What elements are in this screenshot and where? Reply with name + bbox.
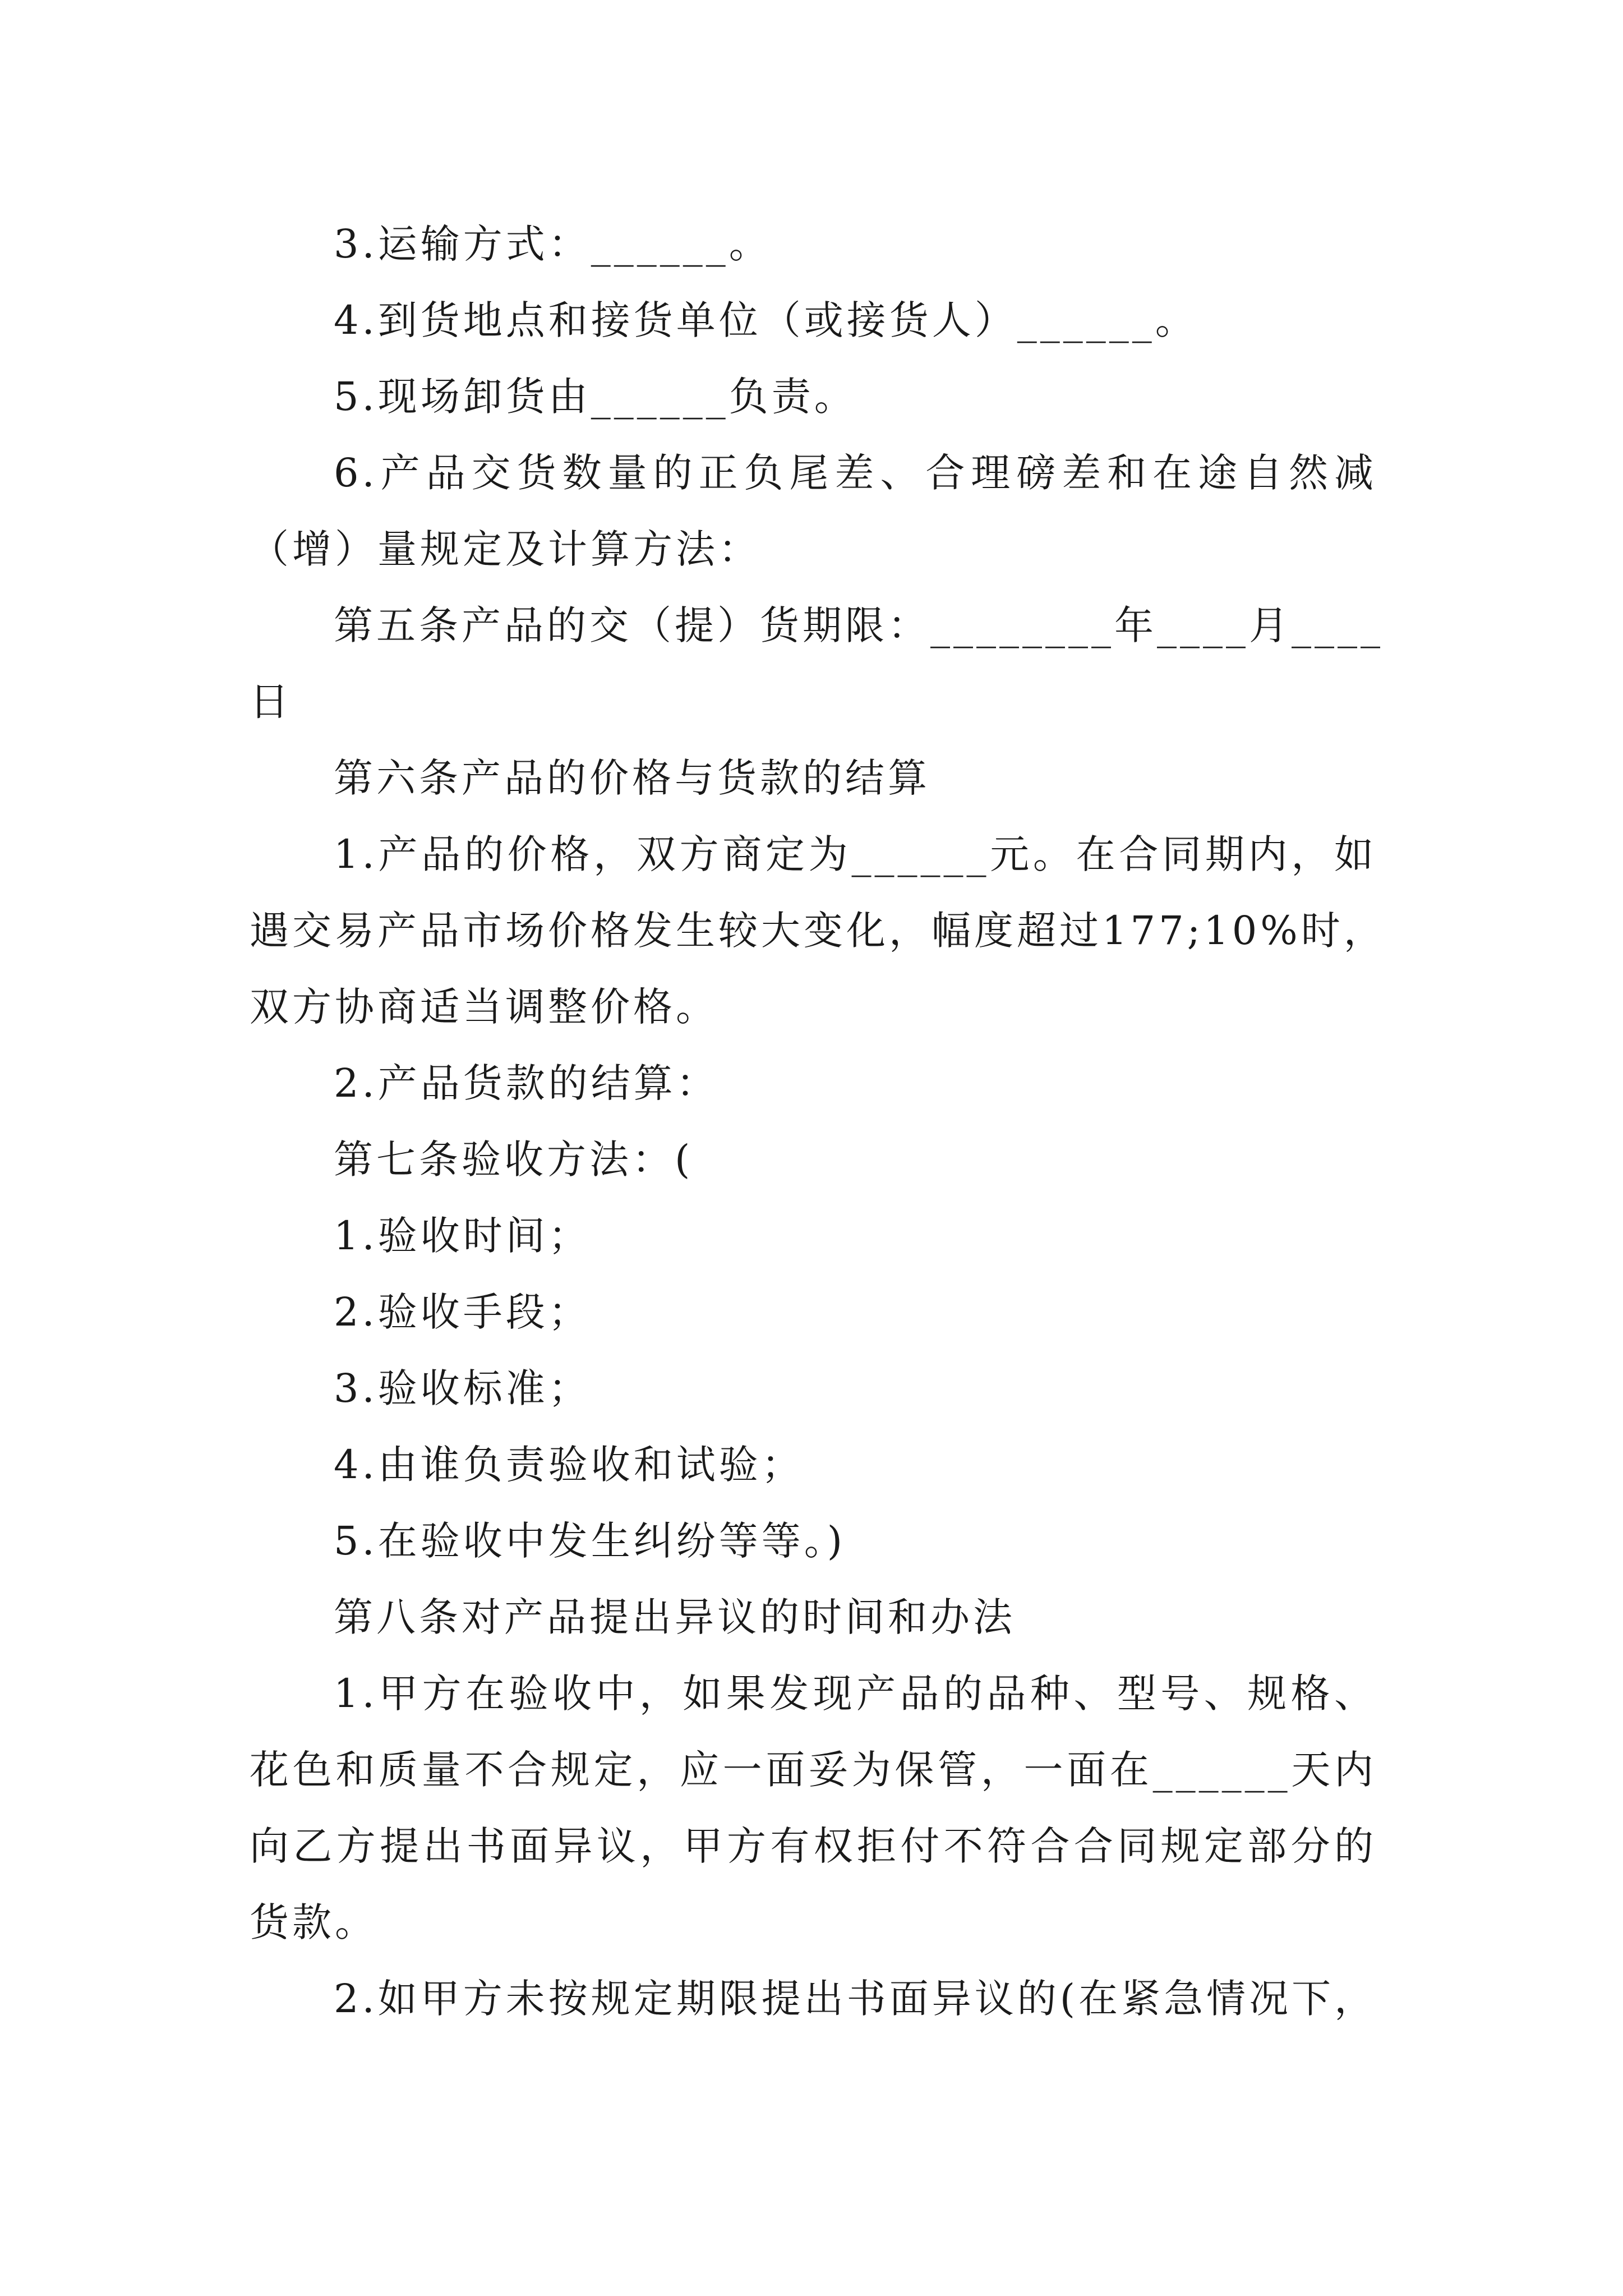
text-line: 日: [250, 679, 292, 725]
text-line: 6.产品交货数量的正负尾差、合理磅差和在途自然减: [334, 450, 1377, 496]
section-heading: 第七条验收方法：(: [334, 1137, 694, 1182]
section-heading: 第八条对产品提出异议的时间和办法: [334, 1594, 1016, 1640]
text-line: 1.甲方在验收中，如果发现产品的品种、型号、规格、: [334, 1671, 1377, 1717]
text-line: 2.验收手段；: [334, 1289, 591, 1335]
section-heading: 第六条产品的价格与货款的结算: [334, 755, 930, 801]
text-line: 第五条产品的交（提）货期限：________年____月____: [334, 602, 1384, 648]
text-line: 5.现场卸货由______负责。: [334, 374, 857, 420]
text-line: 向乙方提出书面异议，甲方有权拒付不符合合同规定部分的: [250, 1823, 1377, 1869]
text-line: 4.到货地点和接货单位（或接货人）______。: [334, 297, 1198, 343]
text-line: 5.在验收中发生纠纷等等。): [334, 1518, 846, 1564]
text-line: 遇交易产品市场价格发生较大变化，幅度超过177;10%时，: [250, 908, 1386, 954]
text-line: 双方协商适当调整价格。: [250, 984, 718, 1030]
text-line: 1.验收时间；: [334, 1213, 591, 1259]
text-line: 花色和质量不合规定，应一面妥为保管，一面在______天内: [250, 1747, 1377, 1793]
text-line: （增）量规定及计算方法：: [250, 526, 761, 572]
text-line: 3.验收标准；: [334, 1365, 591, 1411]
text-line: 货款。: [250, 1899, 377, 1945]
text-line: 2.如甲方未按规定期限提出书面异议的(在紧急情况下，: [334, 1976, 1377, 2022]
text-line: 2.产品货款的结算：: [334, 1060, 719, 1106]
text-line: 1.产品的价格，双方商定为______元。在合同期内，如: [334, 831, 1377, 877]
text-line: 3.运输方式：______。: [334, 221, 772, 267]
text-line: 4.由谁负责验收和试验；: [334, 1442, 804, 1488]
